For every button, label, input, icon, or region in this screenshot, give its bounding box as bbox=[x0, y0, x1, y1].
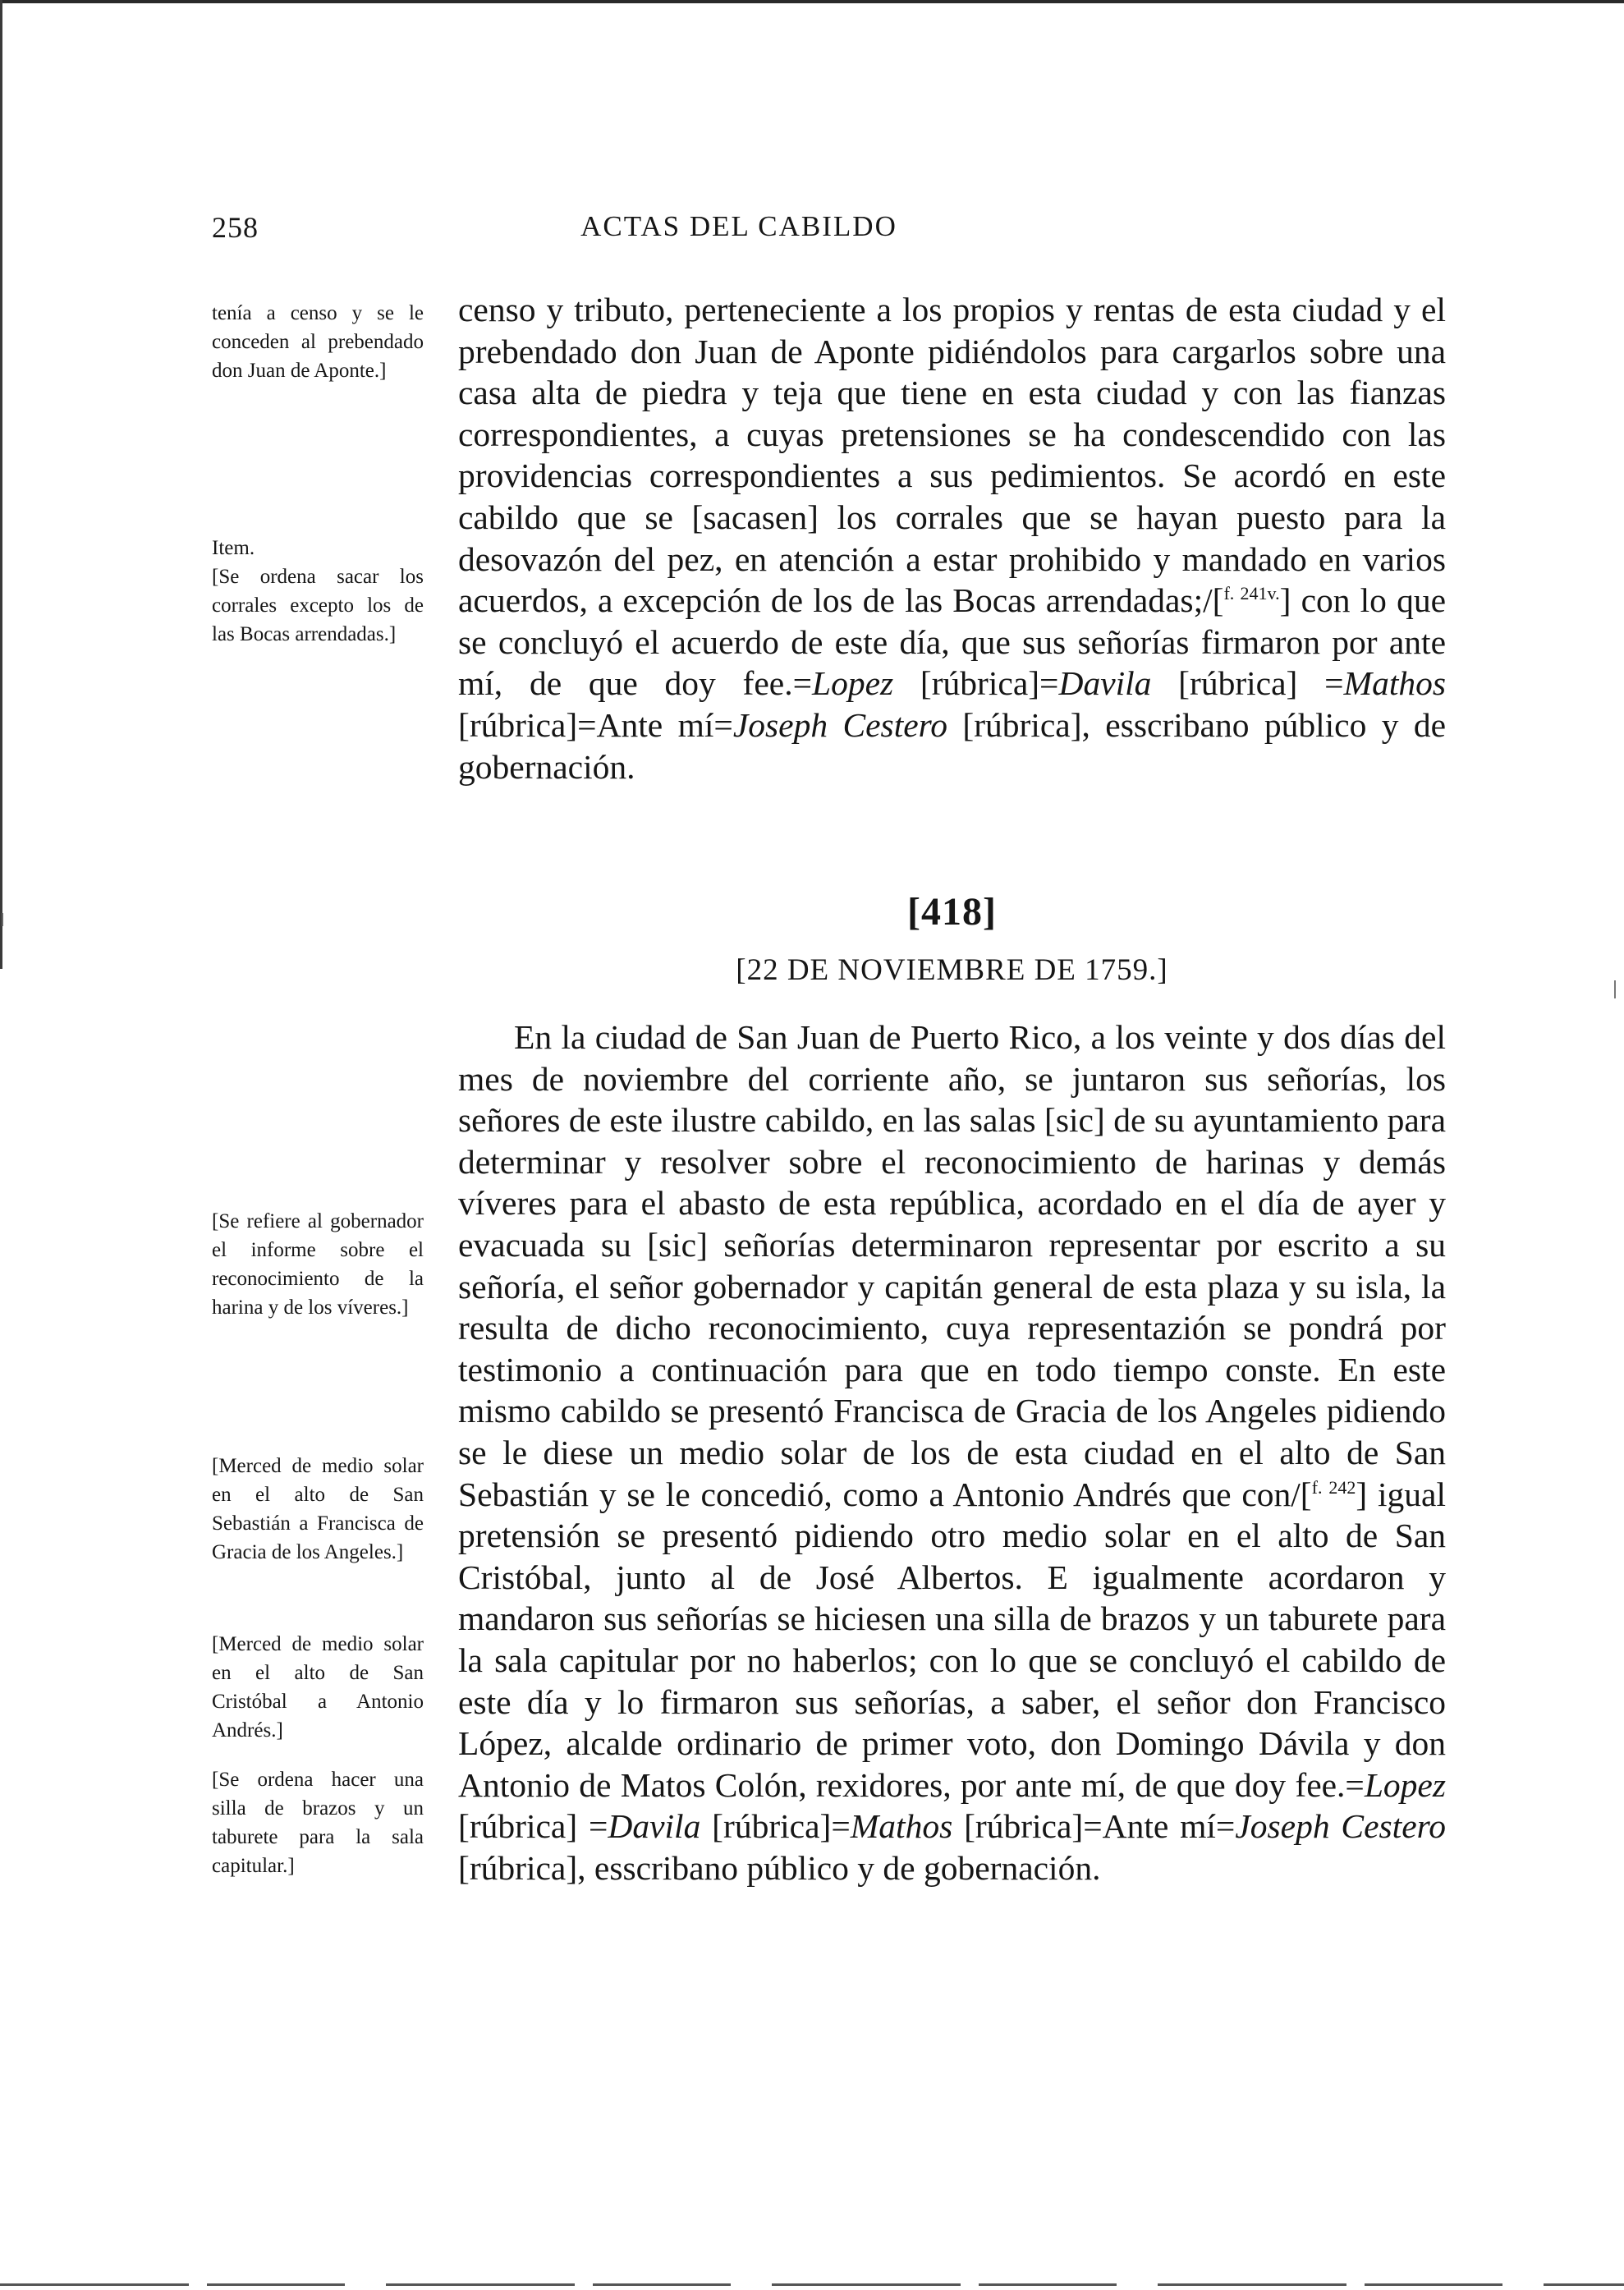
running-head: ACTAS DEL CABILDO bbox=[580, 210, 897, 242]
scan-edge-top bbox=[0, 0, 1624, 3]
entry-417-paragraph bbox=[458, 289, 1446, 787]
scan-edge-left bbox=[0, 0, 2, 969]
entry-418-paragraph bbox=[458, 1017, 1446, 1888]
signature-mathos: Mathos bbox=[1343, 664, 1446, 703]
rubrica: [rúbrica]= bbox=[893, 664, 1059, 703]
margin-note-corrales: [Se ordena sacar los corrales excepto los de las Bocas arrendadas.] bbox=[212, 566, 424, 645]
margin-note-silla: [Se ordena hacer una silla de brazos y un taburete para la sala capitular.] bbox=[212, 1769, 424, 1877]
entry-418-text-a: En la ciudad de San Juan de Puerto Rico, a los veinte y dos días del mes de noviembre del corriente año, se juntaron sus señorías, los señores de este ilustre cabildo, en las salas [sic] de su ayuntamiento para determinar y resolver sobre el reconocimiento de harinas y demás víveres para el abasto de esta república, acordado en el día de ayer y evacuada su [sic] señorías determinaron representar por escrito a su señoría, el señor gobernador y capitán general de esta plaza y su isla, la resulta de dicho reconocimiento, cuya representazión se pondrá por testimonio a continuación para que en todo tiempo conste. En este mismo cabildo se presentó Francisca de Gracia de los Angeles pidiendo se le diese un medio solar de los de esta ciudad en el alto de San Sebastián y se le concedió, como a Antonio Andrés que con/[ bbox=[458, 1018, 1446, 1513]
rubrica: [rúbrica] = bbox=[1151, 664, 1344, 703]
rubrica: [rúbrica] = bbox=[458, 1807, 608, 1846]
margin-note-merced-cristobal: [Merced de medio solar en el alto de San Cristóbal a Antonio Andrés.] bbox=[212, 1633, 424, 1742]
rubrica: [rúbrica]=Ante mí= bbox=[952, 1807, 1236, 1846]
signature-lopez: Lopez bbox=[812, 664, 894, 703]
entry-date: [22 DE NOVIEMBRE DE 1759.] bbox=[736, 953, 1168, 987]
signature-davila: Davila bbox=[1058, 664, 1152, 703]
scan-mark bbox=[1614, 980, 1616, 998]
scan-mark bbox=[2, 913, 3, 926]
scan-edge-bottom bbox=[0, 2283, 1624, 2286]
rubrica: [rúbrica]=Ante mí= bbox=[458, 705, 733, 744]
entry-417-text bbox=[458, 289, 1446, 787]
page-number: 258 bbox=[212, 211, 259, 244]
entry-417-text-b: ] con lo que se concluyó el acuerdo de este día, que sus señorías firmaron por ante mí, de que doy fee.= bbox=[458, 581, 1446, 703]
entry-418-text bbox=[458, 1017, 1446, 1888]
entry-417-text-a: censo y tributo, perteneciente a los propios y rentas de esta ciudad y el prebendado don Juan de Aponte pidiéndolos para cargarlos sobre una casa alta de piedra y teja que tiene en esta ciudad y con las fianzas correspondientes, a cuyas pretensiones se ha condescendido con las providencias correspondientes a sus pedimientos. Se acordó en este cabildo que se [sacasen] los corrales que se hayan puesto para la desovazón del pez, en atención a estar prohibido y mandado en varios acuerdos, a excepción de los de las Bocas arrendadas;/[ bbox=[458, 291, 1446, 620]
margin-note-item: Item. bbox=[212, 537, 255, 559]
entry-417-closing: [rúbrica], esscribano público y de gobernación. bbox=[458, 705, 1446, 786]
margin-note-merced-sebastian: [Merced de medio solar en el alto de San Sebastián a Francisca de Gracia de los Angeles.] bbox=[212, 1455, 424, 1563]
rubrica: [rúbrica]= bbox=[700, 1807, 851, 1846]
margin-note-censo: tenía a censo y se le conceden al prebendado don Juan de Aponte.] bbox=[212, 302, 424, 382]
margin-note-informe: [Se refiere al gobernador el informe sobre el reconocimiento de la harina y de los víveres.] bbox=[212, 1210, 424, 1319]
signature-cestero: Joseph Cestero bbox=[732, 705, 948, 744]
signature-lopez: Lopez bbox=[1364, 1765, 1446, 1804]
entry-418-closing: [rúbrica], esscribano público y de gobernación. bbox=[458, 1848, 1101, 1887]
signature-davila: Davila bbox=[608, 1807, 701, 1846]
signature-mathos: Mathos bbox=[850, 1807, 953, 1846]
entry-number: [418] bbox=[907, 890, 997, 934]
signature-cestero: Joseph Cestero bbox=[1235, 1807, 1446, 1846]
folio-reference: f. 242 bbox=[1311, 1476, 1356, 1498]
entry-418-text-b: ] igual pretensión se presentó pidiendo otro medio solar en el alto de San Cristóbal, junto al de José Albertos. E igualmente acordaron y mandaron sus señorías se hiciesen una silla de brazos y un taburete para la sala capitular por no haberlos; con lo que se concluyó el cabildo de este día y lo firmaron sus señorías, a saber, el señor don Francisco López, alcalde ordinario de primer voto, don Domingo Dávila y don Antonio de Matos Colón, rexidores, por ante mí, de que doy fee.= bbox=[458, 1475, 1446, 1804]
folio-reference: f. 241v. bbox=[1223, 583, 1280, 604]
